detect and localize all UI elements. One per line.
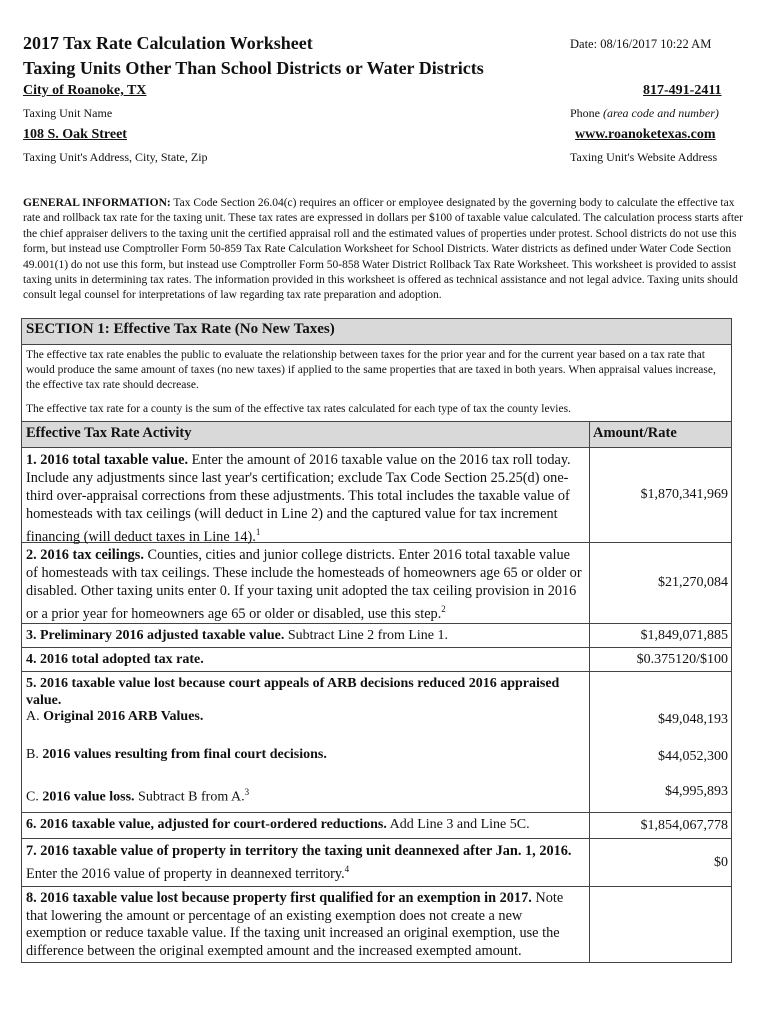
table-row-line-3 xyxy=(22,624,731,648)
line-5c-footnote: 3 xyxy=(244,787,250,797)
line-8-amount xyxy=(590,887,731,962)
section1-intro xyxy=(22,345,731,422)
line-1-text: Enter the amount of 2016 taxable value on the 2016 tax roll today. Include any adjustments since last year's certification; exclude Tax Code Section 25.25(d) one-third over-appraisal corrections from these adjustments. This total includes the taxable value of homesteads with tax ceilings (will deduct in Line 2) and the captured value for tax increment financing (will deduct taxes in Line 14). xyxy=(26,452,571,545)
line-5c-text: Subtract B from A. xyxy=(134,789,245,805)
website-label: Taxing Unit's Website Address xyxy=(570,150,718,164)
worksheet-subtitle: Taxing Units Other Than School Districts or Water Districts xyxy=(23,58,484,78)
line-8-text: Note that lowering the amount or percentage of an existing exemption does not create a new exemption or reduce taxable value. If the taxing unit increased an original exemption, use the difference between the original exempted amount and the increased exempted amount. xyxy=(26,890,564,959)
line-4-amount: $0.375120/$100 xyxy=(636,651,728,667)
date-stamp: Date: 08/16/2017 10:22 AM xyxy=(570,37,712,51)
line-2-title: 2. 2016 tax ceilings. xyxy=(26,547,144,563)
line-6-amount: $1,854,067,778 xyxy=(640,817,728,833)
taxing-unit-address: 108 S. Oak Street xyxy=(23,127,127,142)
general-information xyxy=(23,196,743,304)
line-6-title: 6. 2016 taxable value, adjusted for court-ordered reductions. xyxy=(26,817,387,832)
line-8-description xyxy=(22,887,590,962)
line-5c-amount: $4,995,893 xyxy=(665,784,728,799)
line-3-description xyxy=(22,624,590,647)
section1-table xyxy=(21,318,732,963)
line-5-amounts xyxy=(590,672,731,812)
line-5c-label: 2016 value loss. xyxy=(42,789,135,805)
line-7-title: 7. 2016 taxable value of property in territory the taxing unit deannexed after Jan. 1, 2016. xyxy=(26,843,572,859)
line-7-text: Enter the 2016 value of property in deannexed territory. xyxy=(26,865,345,882)
line-5a-prefix: A. xyxy=(26,709,44,724)
phone-label-italic: (area code and number) xyxy=(603,106,719,120)
line-2-description xyxy=(22,543,590,623)
line-5c-prefix: C. xyxy=(26,789,43,805)
taxing-unit-name-label: Taxing Unit Name xyxy=(23,106,113,120)
line-5b-prefix: B. xyxy=(26,747,43,762)
table-header-row xyxy=(22,422,731,448)
line-8-title: 8. 2016 taxable value lost because property first qualified for an exemption in 2017. xyxy=(26,890,532,906)
line-1-amount: $1,870,341,969 xyxy=(640,487,728,502)
line-7-amount: $0 xyxy=(714,854,728,870)
line-6-text: Add Line 3 and Line 5C. xyxy=(386,817,530,832)
column-header-activity: Effective Tax Rate Activity xyxy=(22,422,590,447)
worksheet-title: 2017 Tax Rate Calculation Worksheet xyxy=(23,33,313,53)
address-label: Taxing Unit's Address, City, State, Zip xyxy=(23,150,208,164)
line-5-title: 5. 2016 taxable value lost because court appeals of ARB decisions reduced 2016 appraised value. xyxy=(26,676,560,708)
line-5a-label: Original 2016 ARB Values. xyxy=(43,709,204,724)
section1-county-note: The effective tax rate for a county is the sum of the effective tax rates calculated for each type of tax the county levies. xyxy=(26,403,571,415)
line-5b-amount: $44,052,300 xyxy=(658,749,728,764)
line-4-title: 4. 2016 total adopted tax rate. xyxy=(26,652,204,667)
phone-label-text: Phone xyxy=(570,106,603,120)
section1-heading: SECTION 1: Effective Tax Rate (No New Taxes) xyxy=(22,319,731,345)
line-3-title: 3. Preliminary 2016 adjusted taxable value. xyxy=(26,628,285,643)
line-5a-amount: $49,048,193 xyxy=(658,712,728,727)
table-row-line-7 xyxy=(22,839,731,887)
column-header-amount: Amount/Rate xyxy=(590,422,731,447)
phone-label xyxy=(570,106,719,121)
table-row-line-2 xyxy=(22,543,731,624)
table-row-line-6 xyxy=(22,813,731,839)
line-2-amount: $21,270,084 xyxy=(658,575,728,590)
phone-number: 817-491-2411 xyxy=(643,83,722,98)
table-row-line-5 xyxy=(22,672,731,813)
table-row-line-1 xyxy=(22,448,731,543)
line-4-description xyxy=(22,648,590,671)
line-7-footnote: 4 xyxy=(344,864,350,874)
line-7-description xyxy=(22,839,590,886)
line-6-description xyxy=(22,813,590,838)
table-row-line-4 xyxy=(22,648,731,672)
line-3-text: Subtract Line 2 from Line 1. xyxy=(284,628,449,643)
line-5a xyxy=(26,708,203,725)
line-5b xyxy=(26,746,327,763)
line-1-description xyxy=(22,448,590,545)
line-5b-label: 2016 values resulting from final court decisions. xyxy=(42,747,327,762)
line-2-text: Counties, cities and junior college districts. Enter 2016 total taxable value of homesteads with tax ceilings. These include the homesteads of homeowners age 65 or older or disabled. Other taxing units enter 0. If your taxing unit adopted the tax ceiling provision in 2016 or a prior year for homeowners age 65 or older or disabled, use this step. xyxy=(26,547,582,622)
line-2-footnote: 2 xyxy=(441,604,446,614)
line-1-title: 1. 2016 total taxable value. xyxy=(26,452,189,468)
line-5-description xyxy=(22,672,590,812)
general-information-text: Tax Code Section 26.04(c) requires an officer or employee designated by the governing body to calculate the effective tax rate and rollback tax rate for the taxing unit. These tax rates are expressed in dollars per $100 of taxable value calculated. The calculation process starts after the chief appraiser delivers to the taxing unit the certified appraisal roll and the estimated values of properties under protest. School districts do not use this form, but instead use Comptroller Form 50-859 Tax Rate Calculation Worksheet for School Districts. Water districts as defined under Water Code Section 49.001(1) do not use this form, but instead use Comptroller Form 50-858 Water District Rollback Tax Rate Worksheet. This worksheet is provided to assist taxing units in determining tax rates. The information provided in this worksheet is offered as technical assistance and not legal advice. Taxing units should consult legal counsel for interpretations of law regarding tax rate preparation and adoption. xyxy=(23,197,743,302)
line-3-amount: $1,849,071,885 xyxy=(640,627,728,643)
line-1-footnote: 1 xyxy=(255,527,261,537)
line-5c xyxy=(26,784,249,806)
section1-intro-text: The effective tax rate enables the public to evaluate the relationship between taxes for the prior year and for the current year based on a tax rate that would produce the same amount of taxes (no new taxes) if applied to the same properties that are taxed in both years. When appraisal values increase, the effective tax rate should decrease. xyxy=(26,349,716,391)
table-row-line-8 xyxy=(22,887,731,963)
taxing-unit-name: City of Roanoke, TX xyxy=(23,83,147,98)
general-information-heading: GENERAL INFORMATION: xyxy=(23,197,171,209)
website-link[interactable]: www.roanoketexas.com xyxy=(575,127,716,142)
